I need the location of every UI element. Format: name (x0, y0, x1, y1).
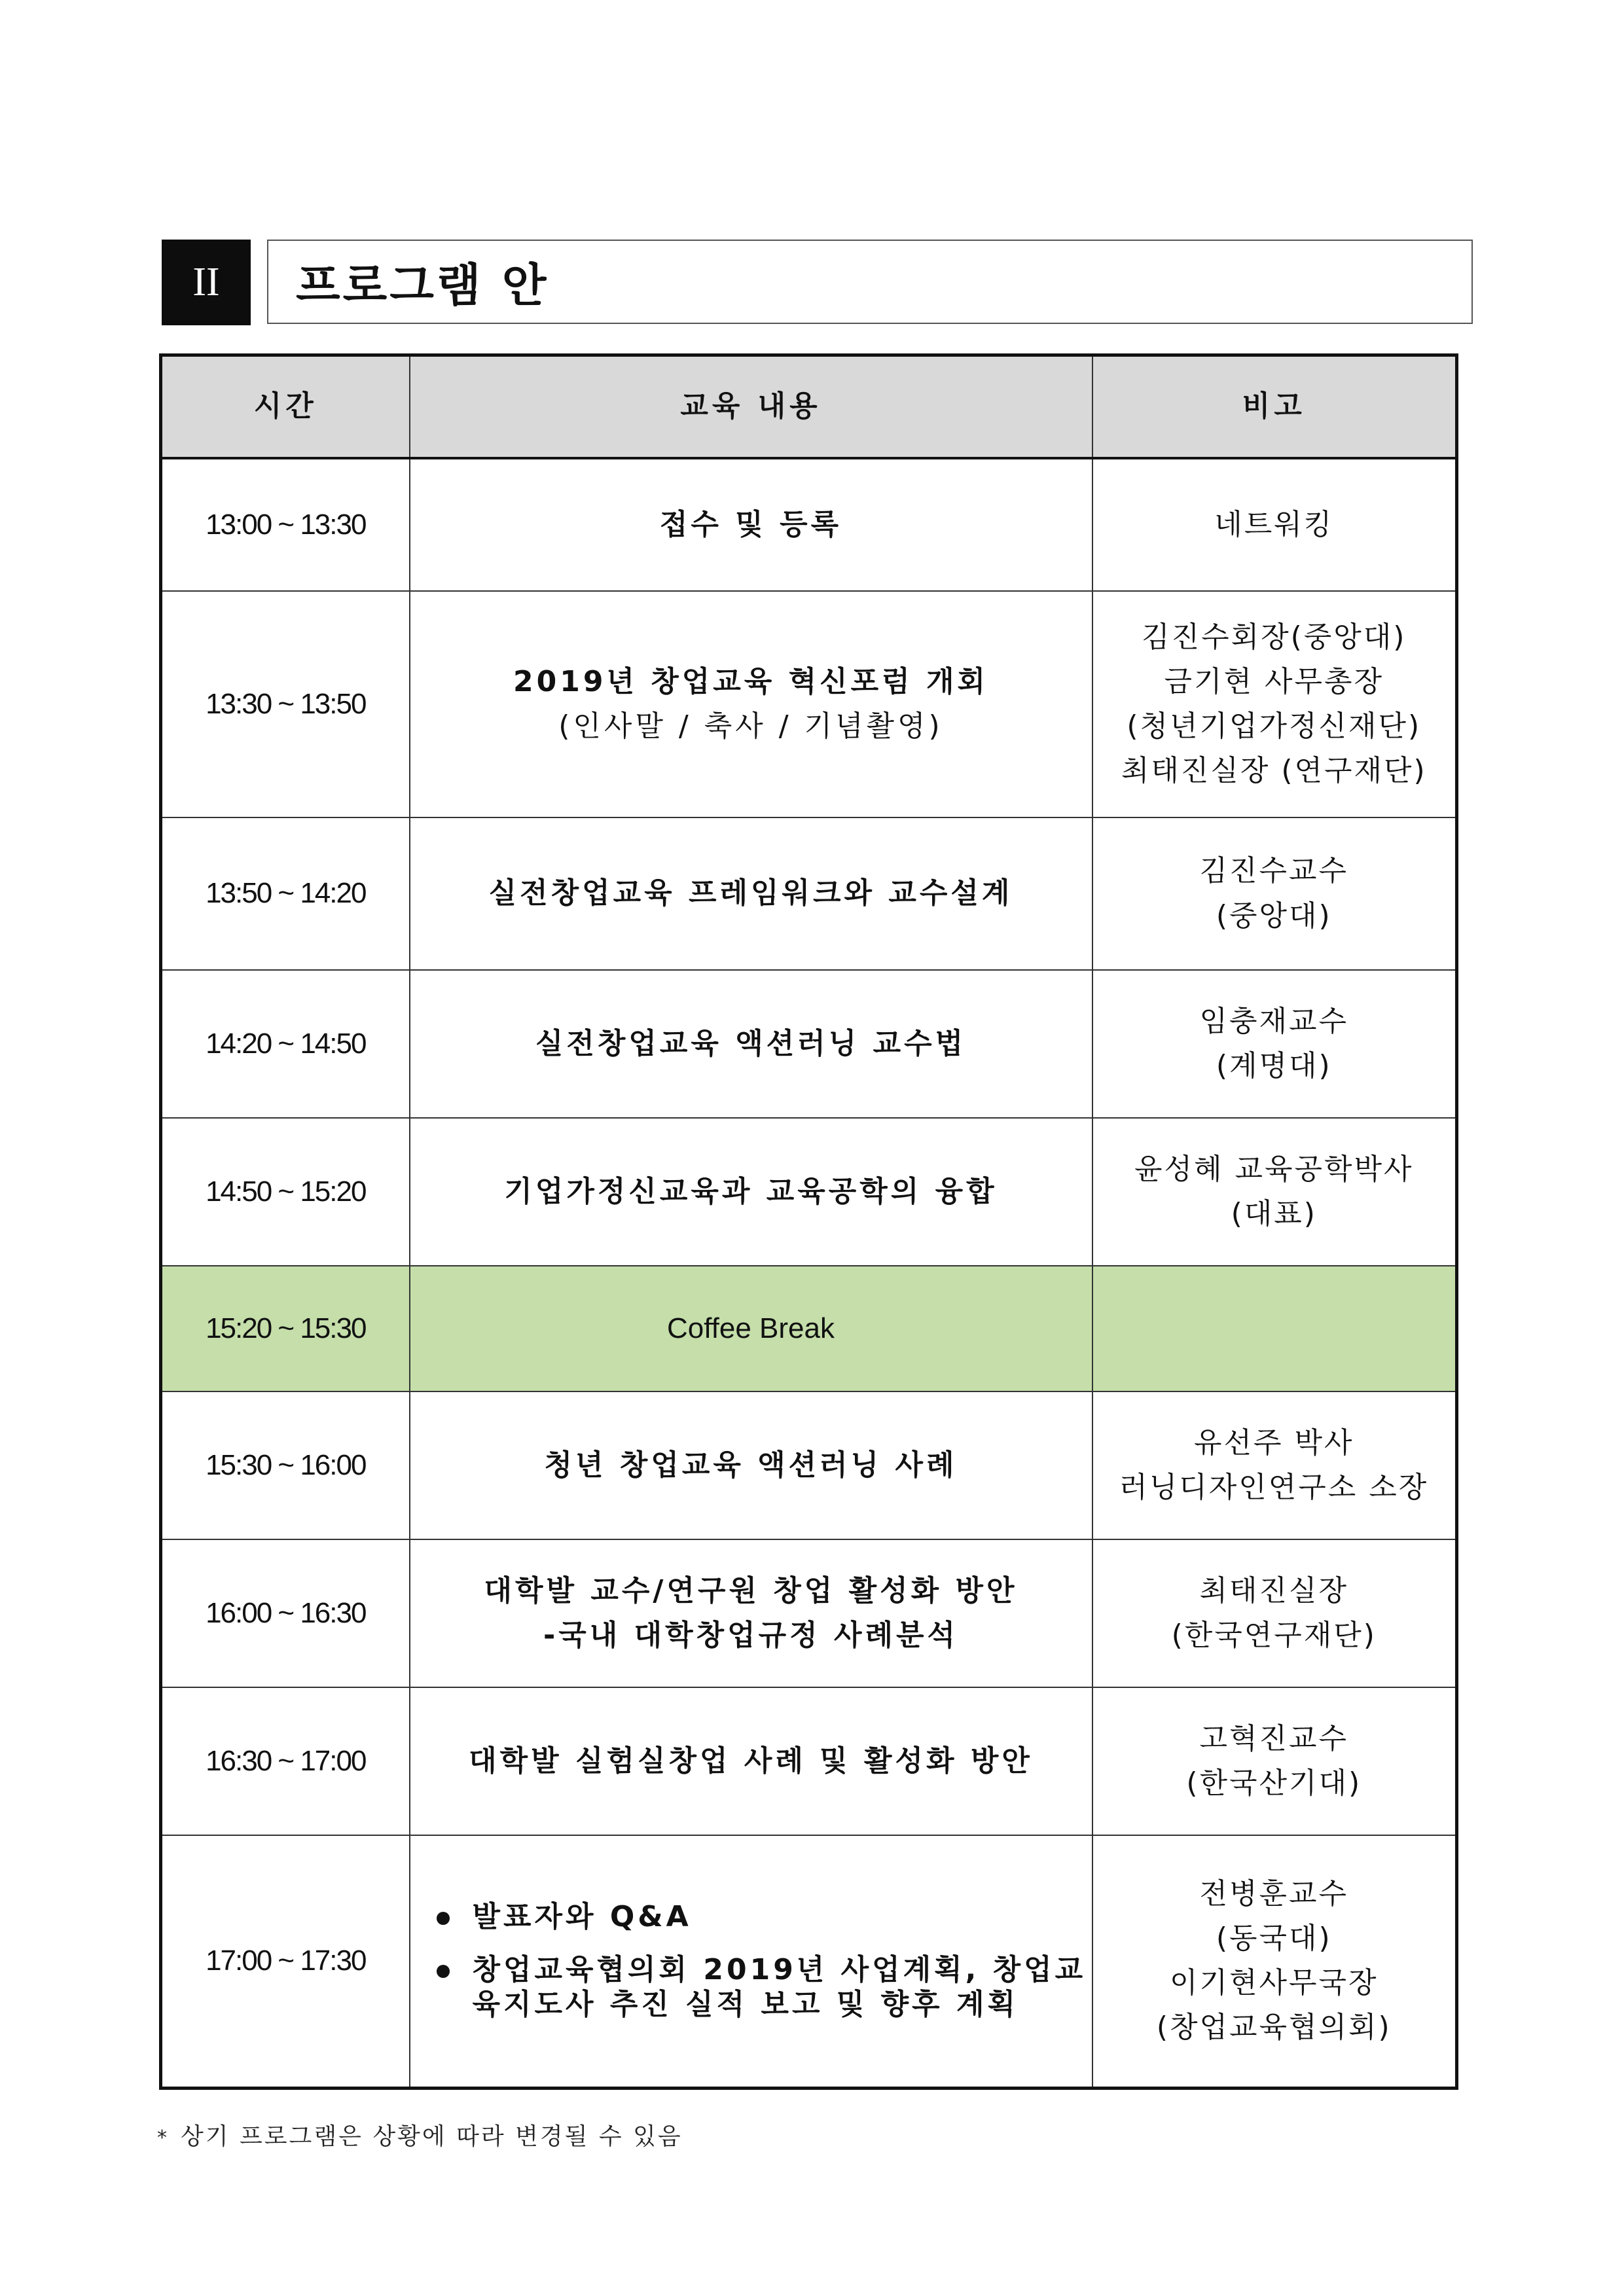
note-line: (대표) (1231, 1197, 1317, 1230)
note-cell (1092, 1391, 1457, 1539)
section-title: 프로그램 안 (296, 259, 549, 312)
table-row (161, 458, 1457, 591)
content-cell (410, 1835, 1092, 2088)
header-time: 시간 (161, 355, 410, 459)
time-cell: 15:20 ~ 15:30 (161, 1266, 410, 1391)
note-line: 금기현 사무총장 (1164, 664, 1384, 698)
section-title-box (267, 240, 1473, 324)
content-cell (410, 1266, 1092, 1391)
content-line: 실전창업교육 액션러닝 교수법 (535, 1026, 967, 1060)
time-cell: 14:50 ~ 15:20 (161, 1118, 410, 1266)
section-number: II (192, 260, 220, 304)
table-header (161, 355, 1457, 459)
note-line: (중앙대) (1216, 899, 1332, 933)
content-cell (410, 970, 1092, 1118)
content-cell (410, 1391, 1092, 1539)
content-line: 기업가정신교육과 교육공학의 융합 (504, 1174, 998, 1208)
content-line: 2019년 창업교육 혁신포럼 개회 (513, 664, 988, 698)
time-cell: 13:50 ~ 14:20 (161, 817, 410, 970)
table-row (161, 817, 1457, 970)
note-line: (계명대) (1216, 1049, 1332, 1083)
content-line: -국내 대학창업규정 사례분석 (543, 1619, 958, 1652)
note-cell (1092, 970, 1457, 1118)
table-row (161, 1835, 1457, 2088)
content-cell (410, 591, 1092, 817)
note-line: 이기현사무국장 (1169, 1966, 1379, 2000)
content-cell (410, 1687, 1092, 1835)
footnote-text: 상기 프로그램은 상황에 따라 변경될 수 있음 (181, 2123, 683, 2150)
note-line: 유선주 박사 (1193, 1426, 1354, 1460)
note-line: 김진수회장(중앙대) (1142, 620, 1407, 654)
note-cell (1092, 1539, 1457, 1687)
note-line: 러닝디자인연구소 소장 (1119, 1471, 1429, 1504)
time-cell: 14:20 ~ 14:50 (161, 970, 410, 1118)
footnote-mark: * (157, 2126, 169, 2149)
note-line: (동국대) (1216, 1922, 1332, 1956)
table-row (161, 591, 1457, 817)
note-line: (한국연구재단) (1171, 1619, 1377, 1652)
note-line: 네트워킹 (1214, 507, 1334, 541)
table-row (161, 1391, 1457, 1539)
section-number-badge (162, 240, 251, 325)
time-cell: 13:00 ~ 13:30 (161, 458, 410, 591)
time-cell: 13:30 ~ 13:50 (161, 591, 410, 817)
time-cell: 16:00 ~ 16:30 (161, 1539, 410, 1687)
note-line: (창업교육협의회) (1156, 2011, 1392, 2045)
note-cell (1092, 1118, 1457, 1266)
note-cell (1092, 458, 1457, 591)
note-line: 윤성혜 교육공학박사 (1134, 1152, 1414, 1186)
content-line: 청년 창업교육 액션러닝 사례 (544, 1448, 958, 1482)
content-cell (410, 458, 1092, 591)
footnote (157, 2118, 683, 2151)
table-row (161, 970, 1457, 1118)
bullet-list (410, 1900, 1092, 2022)
table-row (161, 1539, 1457, 1687)
note-cell (1092, 817, 1457, 970)
table-row (161, 1687, 1457, 1835)
note-cell (1092, 1835, 1457, 2088)
content-line: Coffee Break (666, 1312, 835, 1344)
note-line: (한국산기대) (1186, 1767, 1362, 1800)
bullet-item: 발표자와 Q&A (437, 1900, 1092, 1935)
content-line: 실전창업교육 프레임워크와 교수설계 (488, 876, 1013, 910)
note-cell (1092, 1687, 1457, 1835)
table-row-break (161, 1266, 1457, 1391)
note-line: 고혁진교수 (1199, 1721, 1349, 1755)
note-cell (1092, 1266, 1457, 1391)
note-line: 전병훈교수 (1199, 1876, 1349, 1910)
note-cell (1092, 591, 1457, 817)
program-table (159, 353, 1458, 2090)
content-cell (410, 817, 1092, 970)
content-cell (410, 1539, 1092, 1687)
content-line: 대학발 실험실창업 사례 및 활성화 방안 (469, 1744, 1033, 1778)
content-cell (410, 1118, 1092, 1266)
table-row (161, 1118, 1457, 1266)
time-cell: 16:30 ~ 17:00 (161, 1687, 410, 1835)
note-line: (청년기업가정신재단) (1127, 709, 1422, 743)
bullet-item: 창업교육협의회 2019년 사업계획, 창업교육지도사 추진 실적 보고 및 향후 계획 (437, 1953, 1092, 2022)
content-line: 대학발 교수/연구원 창업 활성화 방안 (484, 1573, 1018, 1607)
content-subline: (인사말 / 축사 / 기념촬영) (558, 709, 943, 743)
note-line: 최태진실장 (1199, 1573, 1349, 1607)
time-cell: 15:30 ~ 16:00 (161, 1391, 410, 1539)
note-line: 최태진실장 (연구재단) (1121, 754, 1427, 788)
note-line: 임충재교수 (1199, 1004, 1349, 1038)
content-line: 접수 및 등록 (659, 507, 842, 541)
header-note: 비고 (1092, 355, 1457, 459)
header-content: 교육 내용 (410, 355, 1092, 459)
note-line: 김진수교수 (1199, 854, 1349, 888)
time-cell: 17:00 ~ 17:30 (161, 1835, 410, 2088)
